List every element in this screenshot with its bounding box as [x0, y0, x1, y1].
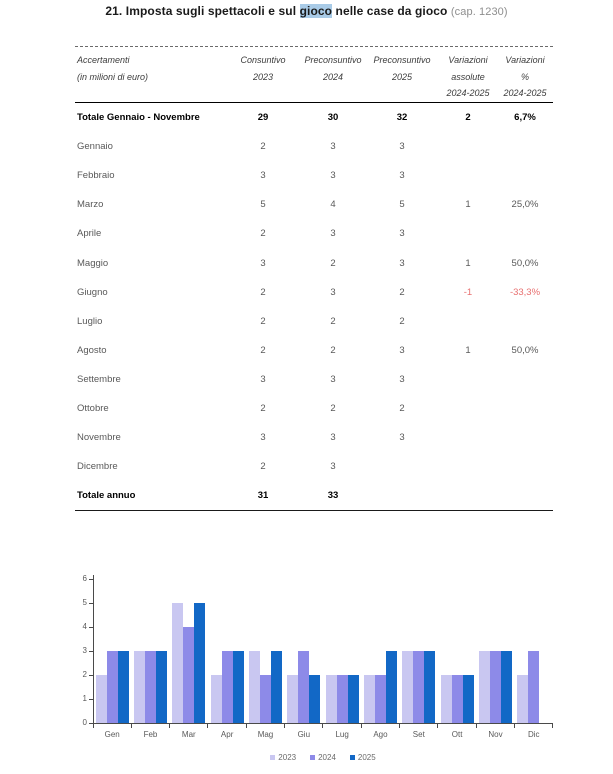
row-label: Luglio — [77, 315, 103, 327]
bar-2024-nov — [490, 651, 501, 723]
row-label: Febbraio — [77, 170, 115, 182]
row-value: 3 — [260, 170, 266, 182]
y-axis-tick-label: 2 — [82, 670, 87, 679]
row-value: 3 — [399, 257, 405, 269]
bar-2025-gen — [118, 651, 129, 723]
y-axis-tick-label: 3 — [82, 646, 87, 655]
bar-2025-mar — [194, 603, 205, 723]
row-value: 3 — [399, 373, 405, 385]
row-value: 2 — [330, 344, 336, 356]
row-value: 3 — [260, 257, 266, 269]
row-value: -33,3% — [509, 286, 541, 298]
row-value: -1 — [463, 286, 473, 298]
y-axis-tick-label: 0 — [82, 718, 87, 727]
row-value: 2 — [260, 141, 266, 153]
title-suffix: nelle case da gioco — [332, 4, 451, 18]
table-row — [75, 481, 553, 510]
x-axis-tick — [93, 724, 94, 728]
legend-swatch-2024 — [310, 755, 315, 760]
row-value: 1 — [465, 257, 471, 269]
bar-2025-mag — [271, 651, 282, 723]
bar-2023-mag — [249, 651, 260, 723]
row-value: 3 — [330, 170, 336, 182]
row-value: 32 — [396, 112, 408, 124]
y-axis-tick-label: 1 — [82, 694, 87, 703]
row-value: 5 — [260, 199, 266, 211]
row-value: 3 — [399, 141, 405, 153]
x-axis-tick — [131, 724, 132, 728]
x-axis-tick — [284, 724, 285, 728]
x-axis-tick — [476, 724, 477, 728]
title-chapter-ref: (cap. 1230) — [450, 6, 508, 18]
row-label: Totale annuo — [77, 490, 136, 502]
row-value: 2 — [260, 315, 266, 327]
bar-2024-mag — [260, 675, 271, 723]
bar-2024-feb — [145, 651, 156, 723]
x-axis-label: Feb — [143, 729, 158, 739]
row-value: 2 — [330, 402, 336, 414]
row-value: 2 — [260, 344, 266, 356]
row-label: Gennaio — [77, 141, 113, 153]
row-label: Dicembre — [77, 461, 118, 473]
row-value: 3 — [399, 344, 405, 356]
row-value: 3 — [330, 373, 336, 385]
table-body — [75, 103, 553, 511]
x-axis-tick — [514, 724, 515, 728]
row-value: 5 — [399, 199, 405, 211]
row-label: Giugno — [77, 286, 108, 298]
bar-2023-dic — [517, 675, 528, 723]
row-value: 3 — [330, 141, 336, 153]
bar-2024-giu — [298, 651, 309, 723]
x-axis-tick — [246, 724, 247, 728]
bar-2023-giu — [287, 675, 298, 723]
x-axis-label: Ago — [373, 729, 388, 739]
row-value: 3 — [399, 228, 405, 240]
table-row — [75, 103, 553, 132]
row-value: 2 — [399, 402, 405, 414]
bar-2023-nov — [479, 651, 490, 723]
y-axis-tick — [89, 579, 93, 580]
row-label: Aprile — [77, 228, 102, 240]
y-axis-tick-label: 5 — [82, 598, 87, 607]
table-row — [75, 161, 553, 190]
row-value: 2 — [260, 228, 266, 240]
x-axis-tick — [361, 724, 362, 728]
table-row — [75, 278, 553, 307]
row-value: 3 — [330, 432, 336, 444]
row-value: 6,7% — [514, 112, 536, 124]
table-row — [75, 452, 553, 481]
bar-2025-set — [424, 651, 435, 723]
row-value: 1 — [465, 199, 471, 211]
row-value: 2 — [260, 461, 266, 473]
bar-2025-feb — [156, 651, 167, 723]
row-value: 2 — [330, 315, 336, 327]
table-row — [75, 132, 553, 161]
row-value: 31 — [257, 490, 269, 502]
row-label: Novembre — [77, 432, 121, 444]
legend-label: 2024 — [318, 753, 336, 762]
chart-legend — [93, 753, 553, 762]
header-consuntivo-2023: Consuntivo 2023 — [240, 55, 286, 82]
row-value: 29 — [257, 112, 269, 124]
bar-2023-ott — [441, 675, 452, 723]
x-axis-label: Dic — [528, 729, 540, 739]
row-value: 2 — [260, 402, 266, 414]
legend-label: 2025 — [357, 753, 376, 762]
header-variazioni-assolute: Variazioni assolute 2024-2025 — [446, 55, 490, 98]
row-value: 3 — [330, 461, 336, 473]
row-label: Ottobre — [77, 402, 109, 414]
bar-2023-mar — [172, 603, 183, 723]
row-value: 50,0% — [511, 257, 539, 269]
row-value: 3 — [399, 170, 405, 182]
y-axis-line — [93, 575, 95, 724]
bar-2025-giu — [309, 675, 320, 723]
bar-2023-apr — [211, 675, 222, 723]
row-value: 2 — [330, 257, 336, 269]
row-value: 3 — [260, 432, 266, 444]
bar-2025-ott — [463, 675, 474, 723]
legend-label: 2023 — [278, 753, 297, 762]
legend-item-2025 — [350, 753, 376, 762]
row-value: 3 — [399, 432, 405, 444]
bar-chart — [75, 572, 585, 772]
table-row — [75, 365, 553, 394]
row-value: 1 — [465, 344, 471, 356]
x-axis-tick — [322, 724, 323, 728]
row-value: 50,0% — [511, 344, 539, 356]
x-axis-label: Gen — [104, 729, 120, 739]
table-row — [75, 219, 553, 248]
accertamenti-table — [75, 46, 553, 511]
table-row — [75, 190, 553, 219]
header-accertamenti: Accertamenti (in milioni di euro) — [77, 55, 149, 82]
bar-2023-gen — [96, 675, 107, 723]
row-value: 30 — [327, 112, 339, 124]
x-axis-label: Ott — [451, 729, 463, 739]
row-value: 3 — [330, 228, 336, 240]
title-highlighted-word: gioco — [299, 4, 333, 18]
bar-2023-lug — [326, 675, 337, 723]
row-value: 2 — [399, 315, 405, 327]
legend-item-2023 — [270, 753, 296, 762]
bar-2024-dic — [528, 651, 539, 723]
header-preconsuntivo-2024: Preconsuntivo 2024 — [304, 55, 362, 82]
x-axis-label: Set — [412, 729, 425, 739]
row-label: Agosto — [77, 344, 107, 356]
table-row — [75, 394, 553, 423]
legend-item-2024 — [310, 753, 336, 762]
bar-2024-set — [413, 651, 424, 723]
bar-2024-mar — [183, 627, 194, 723]
bar-2025-nov — [501, 651, 512, 723]
y-axis-tick-label: 6 — [82, 574, 87, 583]
bar-2024-gen — [107, 651, 118, 723]
x-axis-tick — [207, 724, 208, 728]
header-variazioni-percento: Variazioni % 2024-2025 — [503, 55, 547, 98]
page-title — [0, 4, 613, 18]
bar-2024-ott — [452, 675, 463, 723]
row-value: 2 — [399, 286, 405, 298]
bar-2024-lug — [337, 675, 348, 723]
legend-swatch-2023 — [270, 755, 275, 760]
y-axis-tick-label: 4 — [82, 622, 87, 631]
x-axis-tick — [399, 724, 400, 728]
y-axis-tick — [89, 699, 93, 700]
x-axis-tick — [169, 724, 170, 728]
y-axis-tick — [89, 675, 93, 676]
row-value: 3 — [260, 373, 266, 385]
title-prefix: 21. Imposta sugli spettacoli e sul — [105, 4, 300, 18]
legend-swatch-2025 — [350, 755, 355, 760]
bar-2023-ago — [364, 675, 375, 723]
row-label: Maggio — [77, 257, 109, 269]
x-axis-label: Mar — [181, 729, 196, 739]
row-label: Settembre — [77, 373, 121, 385]
x-axis-label: Lug — [335, 729, 349, 739]
x-axis-label: Apr — [220, 729, 234, 739]
table-row — [75, 307, 553, 336]
row-label: Marzo — [77, 199, 104, 211]
x-axis-label: Nov — [488, 729, 503, 739]
bar-2023-feb — [134, 651, 145, 723]
row-value: 33 — [327, 490, 339, 502]
table-header — [75, 46, 553, 103]
bar-2024-ago — [375, 675, 386, 723]
row-value: 25,0% — [511, 199, 539, 211]
row-value: 3 — [330, 286, 336, 298]
y-axis-tick — [89, 603, 93, 604]
y-axis-tick — [89, 651, 93, 652]
x-axis-tick — [437, 724, 438, 728]
bar-2025-lug — [348, 675, 359, 723]
x-axis-label: Giu — [297, 729, 311, 739]
bar-2025-ago — [386, 651, 397, 723]
x-axis-tick — [552, 724, 553, 728]
table-row — [75, 248, 553, 277]
bar-2023-set — [402, 651, 413, 723]
row-value: 4 — [330, 199, 336, 211]
header-preconsuntivo-2025: Preconsuntivo 2025 — [373, 55, 431, 82]
table-row — [75, 336, 553, 365]
bar-2024-apr — [222, 651, 233, 723]
x-axis-label: Mag — [257, 729, 274, 739]
y-axis-tick — [89, 627, 93, 628]
row-value: 2 — [260, 286, 266, 298]
row-value: 2 — [465, 112, 471, 124]
row-label: Totale Gennaio - Novembre — [77, 112, 200, 124]
bar-2025-apr — [233, 651, 244, 723]
table-row — [75, 423, 553, 452]
